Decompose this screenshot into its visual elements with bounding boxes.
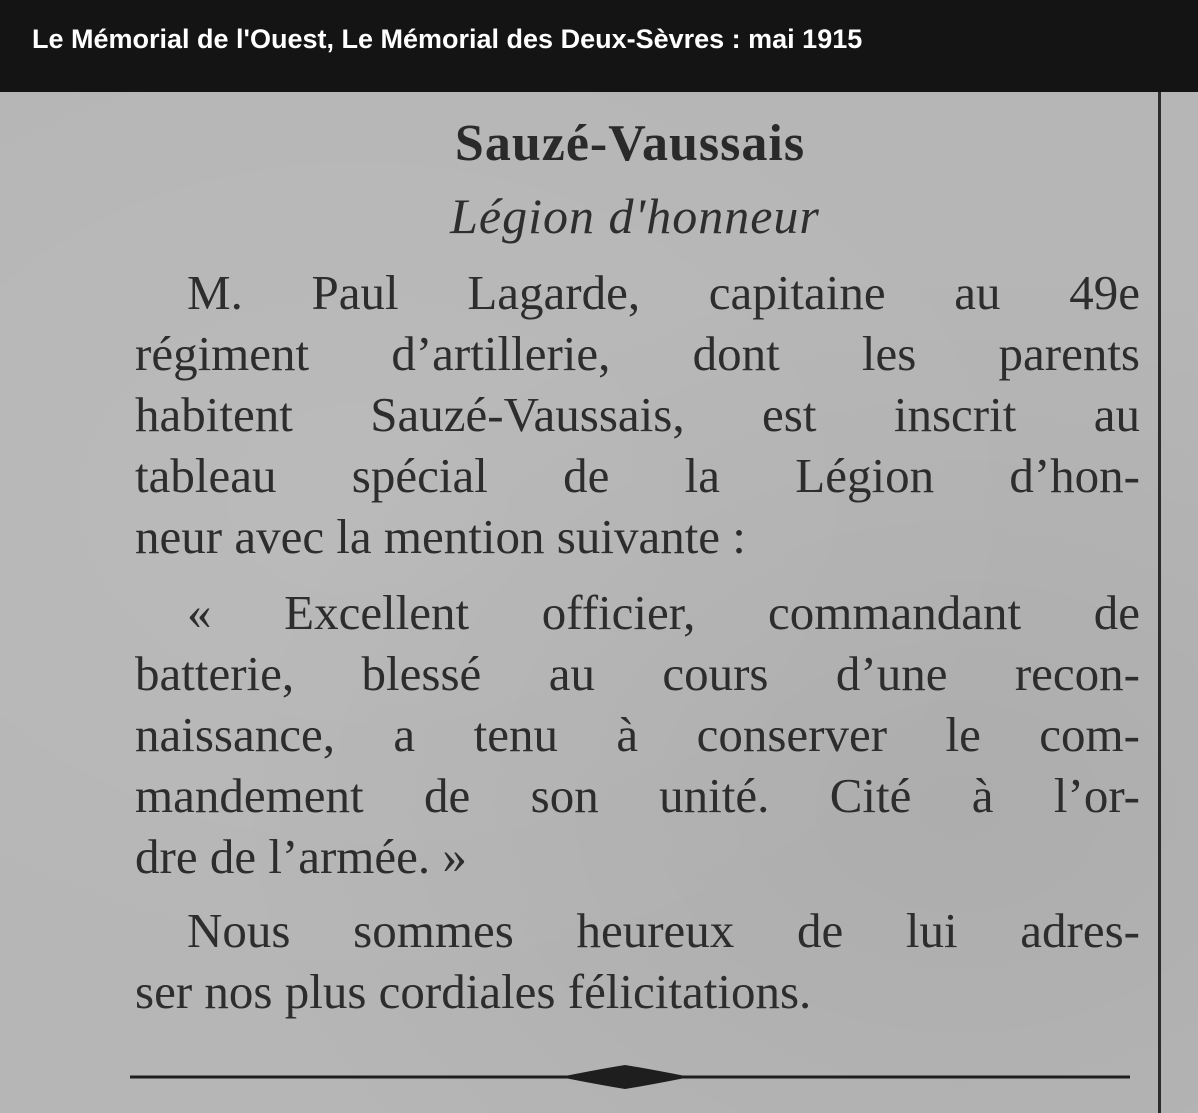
text-line: ser nos plus cordiales félicitations.	[135, 964, 812, 1019]
text-line: habitent Sauzé-Vaussais, est inscrit au	[135, 387, 1140, 442]
text-line: « Excellent officier, commandant de	[187, 585, 1140, 640]
text-line: naissance, a tenu à conserver le com-	[135, 707, 1140, 762]
text-line: M. Paul Lagarde, capitaine au 49e	[187, 265, 1140, 320]
text-line: neur avec la mention suivante :	[135, 509, 746, 564]
paragraph-congratulations	[135, 900, 1140, 1022]
column-rule	[1158, 92, 1161, 1113]
window-title: Le Mémorial de l'Ouest, Le Mémorial des Deux-Sèvres : mai 1915	[32, 24, 863, 54]
window-title-bar	[0, 0, 1198, 92]
text-line: tableau spécial de la Légion d’hon-	[135, 448, 1140, 503]
article-subheading: Légion d'honneur	[450, 188, 820, 244]
newspaper-scan	[0, 92, 1198, 1113]
text-line: dre de l’armée. »	[135, 829, 467, 884]
paragraph-announcement	[135, 262, 1140, 567]
text-line: Nous sommes heureux de lui adres-	[187, 903, 1140, 958]
article-heading: Sauzé-Vaussais	[454, 115, 806, 172]
paragraph-citation	[135, 582, 1140, 887]
text-line: régiment d’artillerie, dont les parents	[135, 326, 1140, 381]
text-line: batterie, blessé au cours d’une recon-	[135, 646, 1140, 701]
ornamental-rule	[130, 1057, 1130, 1097]
text-line: mandement de son unité. Cité à l’or-	[135, 768, 1140, 823]
